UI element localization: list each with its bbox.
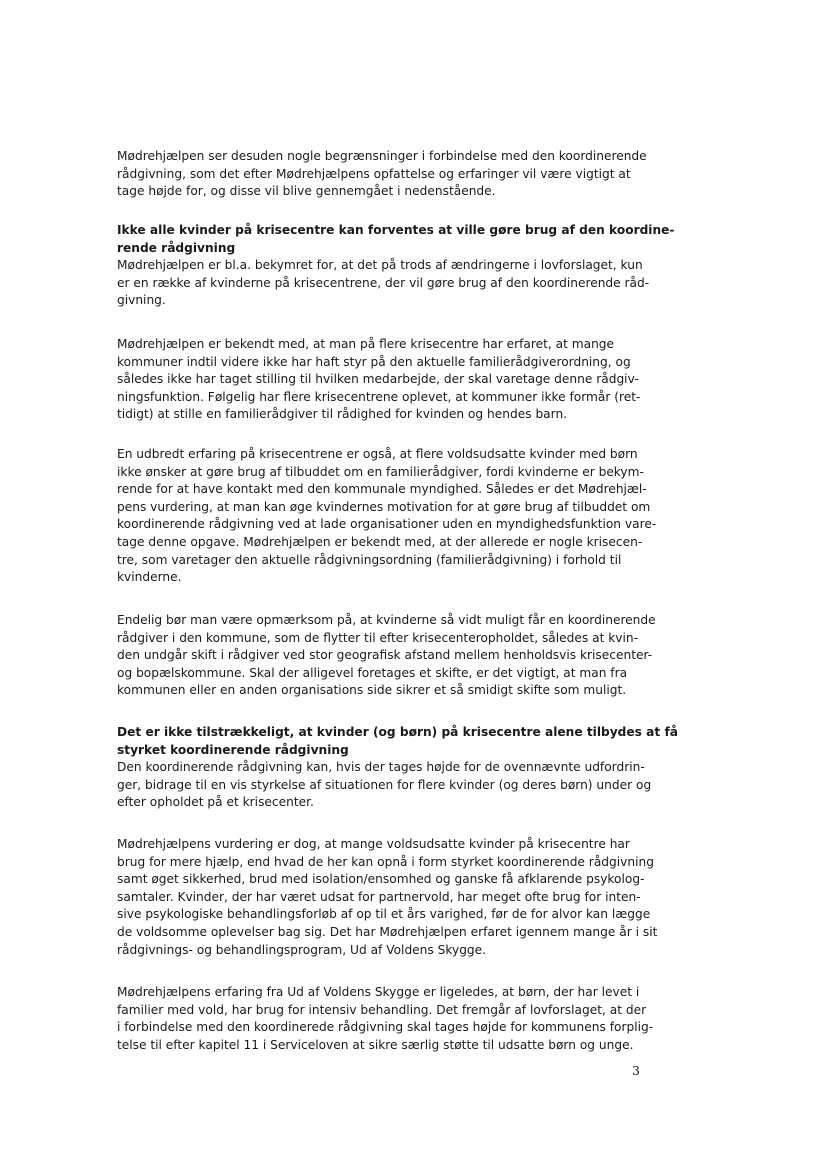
text-line: givning. bbox=[117, 293, 166, 308]
text-line: En udbredt erfaring på krisecentrene er også, at flere voldsudsatte kvinder med børn bbox=[117, 447, 638, 461]
paragraph-endelig bbox=[117, 612, 656, 700]
paragraph-erfaring-kommuner bbox=[117, 336, 647, 424]
text-line: er en række af kvinderne på krisecentrene, der vil gøre brug af den koordinerende råd- bbox=[117, 275, 650, 290]
page-number: 3 bbox=[632, 1063, 640, 1078]
text-line: ger, bidrage til en vis styrkelse af situationen for flere kvinder (og deres børn) under og bbox=[117, 777, 652, 792]
paragraph-vurdering bbox=[117, 836, 658, 959]
text-line: og bopælskommune. Skal der alligevel foretages et skifte, er det vigtigt, at man fra bbox=[117, 665, 628, 680]
text-line: kvinderne. bbox=[117, 570, 182, 585]
text-line: tidigt) at stille en familierådgiver til rådighed for kvinden og hendes barn. bbox=[117, 407, 568, 422]
text-line: Mødrehjælpens vurdering er dog, at mange voldsudsatte kvinder på krisecentre har bbox=[117, 837, 630, 851]
text-line: samt øget sikkerhed, brud med isolation/ensomhed og ganske få afklarende psykolog- bbox=[117, 872, 645, 887]
text-line: koordinerende rådgivning ved at lade organisationer uden en myndighedsfunktion vare- bbox=[117, 517, 657, 532]
section-kvinder-brug bbox=[117, 222, 675, 310]
section-heading: styrket koordinerende rådgivning bbox=[117, 742, 349, 757]
text-line: efter opholdet på et krisecenter. bbox=[117, 795, 314, 810]
text-line: de voldsomme oplevelser bag sig. Det har Mødrehjælpen erfaret igennem mange år i sit bbox=[117, 924, 658, 939]
text-line: Den koordinerende rådgivning kan, hvis der tages højde for de ovennævnte udfordrin- bbox=[117, 760, 645, 775]
paragraph-intro bbox=[117, 148, 647, 201]
text-line: pens vurdering, at man kan øge kvindernes motivation for at gøre brug af tilbuddet om bbox=[117, 499, 651, 514]
text-line: således ikke har taget stilling til hvilken medarbejde, der skal varetage denne rådgiv- bbox=[117, 372, 639, 387]
text-line: kommuner indtil videre ikke har haft styr på den aktuelle familierådgiverordning, og bbox=[117, 354, 631, 369]
text-line: rende for at have kontakt med den kommunale myndighed. Således er det Mødrehjæl- bbox=[117, 482, 647, 497]
text-line: brug for mere hjælp, end hvad de her kan opnå i form styrket koordinerende rådgivning bbox=[117, 854, 654, 869]
text-line: i forbindelse med den koordinerede rådgivning skal tages højde for kommunens forplig- bbox=[117, 1020, 654, 1035]
text-line: Mødrehjælpen er bekendt med, at man på flere krisecentre har erfaret, at mange bbox=[117, 337, 615, 351]
text-line: den undgår skift i rådgiver ved stor geografisk afstand mellem henholdsvis krisecenter- bbox=[117, 648, 653, 663]
text-line: Endelig bør man være opmærksom på, at kvinderne så vidt muligt får en koordinerende bbox=[117, 613, 656, 627]
text-line: kommunen eller en anden organisations side sikrer et så smidigt skifte som muligt. bbox=[117, 683, 627, 698]
text-line: tage denne opgave. Mødrehjælpen er bekendt med, at der allerede er nogle krisecen- bbox=[117, 534, 643, 549]
section-ikke-tilstraekkeligt bbox=[117, 724, 678, 812]
text-line: tre, som varetager den aktuelle rådgivningsordning (familierådgivning) i forhold til bbox=[117, 552, 622, 567]
text-line: Mødrehjælpens erfaring fra Ud af Voldens Skygge er ligeledes, at børn, der har levet i bbox=[117, 985, 640, 999]
section-heading: Ikke alle kvinder på krisecentre kan forventes at ville gøre brug af den koordine- bbox=[117, 223, 675, 237]
text-line: sive psykologiske behandlingsforløb af op til et års varighed, før de for alvor kan lægge bbox=[117, 907, 651, 922]
text-line: Mødrehjælpen er bl.a. bekymret for, at det på trods af ændringerne i lovforslaget, kun bbox=[117, 258, 643, 273]
text-line: rådgivnings- og behandlingsprogram, Ud af Voldens Skygge. bbox=[117, 942, 487, 957]
text-line: Mødrehjælpen ser desuden nogle begrænsninger i forbindelse med den koordinerende bbox=[117, 149, 647, 163]
text-line: samtaler. Kvinder, der har været udsat for partnervold, har meget ofte brug for inten- bbox=[117, 889, 641, 904]
text-line: rådgiver i den kommune, som de flytter til efter krisecenteropholdet, således at kvin- bbox=[117, 630, 639, 645]
text-line: tage højde for, og disse vil blive gennemgået i nedenstående. bbox=[117, 184, 496, 199]
text-line: rådgivning, som det efter Mødrehjælpens opfattelse og erfaringer vil være vigtigt at bbox=[117, 166, 631, 181]
section-heading: rende rådgivning bbox=[117, 240, 236, 255]
text-line: telse til efter kapitel 11 i Serviceloven at sikre særlig støtte til udsatte børn og unge. bbox=[117, 1037, 634, 1052]
text-line: ningsfunktion. Følgelig har flere krisecentrene oplevet, at kommuner ikke formår (ret- bbox=[117, 389, 641, 404]
paragraph-udbredt-erfaring bbox=[117, 446, 657, 587]
section-heading: Det er ikke tilstrækkeligt, at kvinder (og børn) på krisecentre alene tilbydes at få bbox=[117, 725, 678, 739]
text-line: ikke ønsker at gøre brug af tilbuddet om en familierådgiver, fordi kvinderne er bekym- bbox=[117, 464, 644, 479]
text-line: familier med vold, har brug for intensiv behandling. Det fremgår af lovforslaget, at der bbox=[117, 1002, 647, 1017]
paragraph-boern bbox=[117, 984, 654, 1054]
